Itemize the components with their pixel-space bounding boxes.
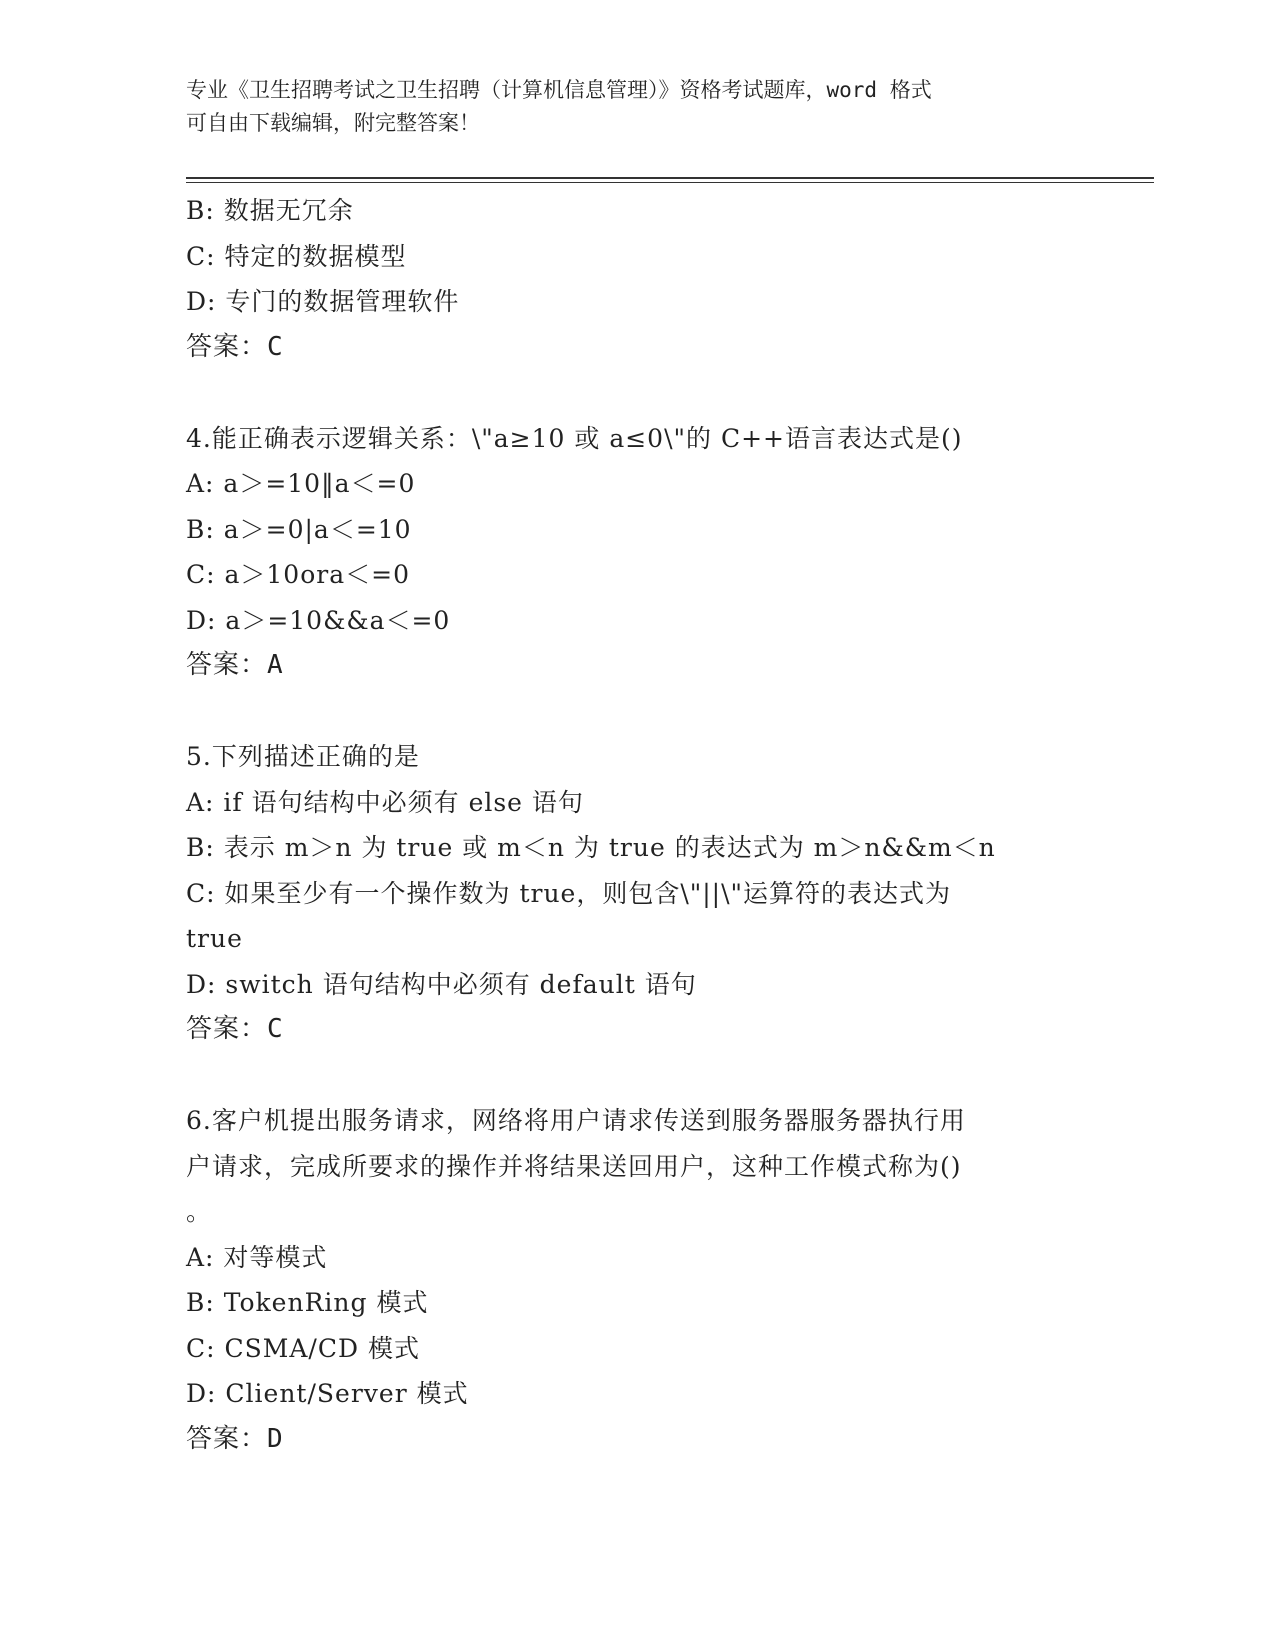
option-d: D: Client/Server 模式 (186, 1379, 469, 1408)
option-c: C: CSMA/CD 模式 (186, 1333, 420, 1363)
option-a: A: a＞=10‖a＜=0 (186, 469, 416, 498)
option-c: C: 特定的数据模型 (186, 241, 407, 271)
question-stem: 5.下列描述正确的是 (186, 742, 420, 771)
question-stem: 6.客户机提出服务请求，网络将用户请求传送到服务器服务器执行用 (186, 1106, 966, 1135)
question-3-tail (186, 188, 1066, 370)
question-stem-end: 。 (186, 1197, 213, 1226)
option-d: D: a＞=10&&a＜=0 (186, 605, 451, 635)
option-d: D: switch 语句结构中必须有 default 语句 (186, 969, 697, 999)
spacer (186, 370, 1066, 416)
header-title-line-1: 专业《卫生招聘考试之卫生招聘（计算机信息管理）》资格考试题库，word 格式 (186, 78, 932, 102)
header-divider-thin (186, 182, 1154, 183)
option-a: A: 对等模式 (186, 1242, 328, 1272)
question-4 (186, 416, 1066, 689)
option-a: A: if 语句结构中必须有 else 语句 (186, 787, 584, 817)
answer-line: 答案：C (186, 1014, 284, 1044)
option-c-continuation: true (186, 924, 243, 953)
option-b: B: a＞=0|a＜=10 (186, 514, 412, 544)
option-b: B: 表示 m＞n 为 true 或 m＜n 为 true 的表达式为 m＞n&&m＜n (186, 833, 996, 862)
option-b: B: TokenRing 模式 (186, 1288, 429, 1317)
spacer (186, 689, 1066, 735)
question-list (186, 188, 1066, 1462)
option-b: B: 数据无冗余 (186, 196, 354, 225)
question-stem-continuation: 户请求，完成所要求的操作并将结果送回用户，这种工作模式称为() (186, 1151, 962, 1181)
question-stem: 4.能正确表示逻辑关系：\"a≥10 或 a≤0\"的 C++语言表达式是() (186, 423, 963, 453)
option-d: D: 专门的数据管理软件 (186, 287, 460, 316)
header-title-line-2: 可自由下载编辑，附完整答案！ (186, 111, 480, 135)
header-divider-thick (186, 177, 1154, 179)
answer-line: 答案：A (186, 650, 284, 680)
answer-line: 答案：C (186, 331, 284, 362)
question-5 (186, 734, 1066, 1053)
document-header (186, 74, 1086, 140)
option-c: C: a＞10ora＜=0 (186, 560, 410, 589)
question-6 (186, 1098, 1066, 1462)
answer-line: 答案：D (186, 1423, 284, 1454)
option-c: C: 如果至少有一个操作数为 true，则包含\"||\"运算符的表达式为 (186, 878, 952, 908)
spacer (186, 1053, 1066, 1099)
